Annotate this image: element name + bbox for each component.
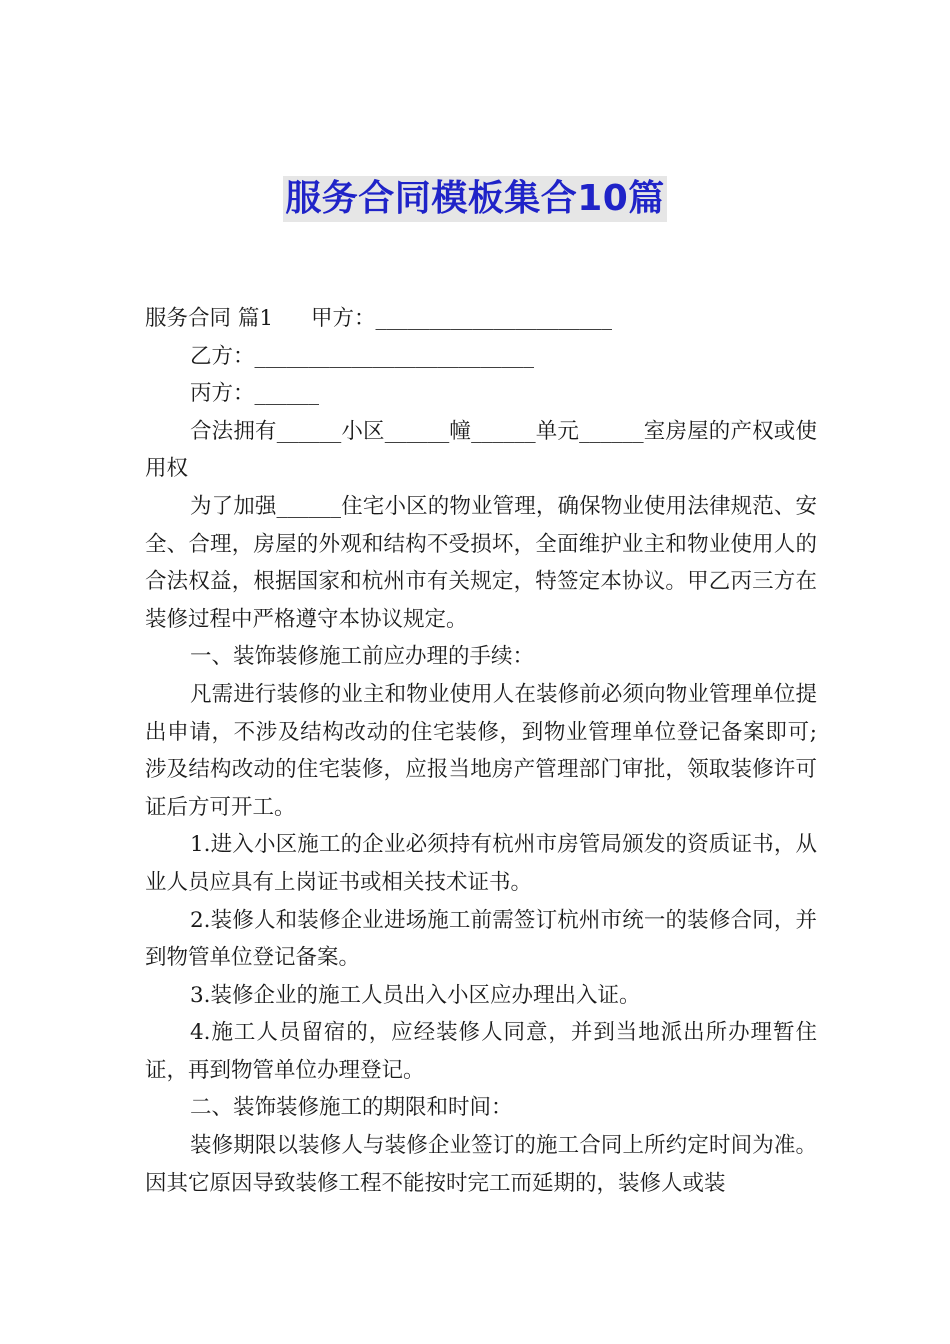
clause-3: 3.装修企业的施工人员出入小区应办理出入证。 <box>190 982 641 1008</box>
party-b-line: 乙方：__________________________ <box>190 343 535 369</box>
clause-1: 1.进入小区施工的企业必须持有杭州市房管局颁发的资质证书，从业人员应具有上岗证书或相关技术证书。 <box>145 832 817 895</box>
first-line <box>145 300 817 338</box>
document-title: 服务合同模板集合10篇 <box>283 176 667 222</box>
party-c-line: 丙方：______ <box>190 381 320 407</box>
clause-4: 4.施工人员留宿的，应经装修人同意，并到当地派出所办理暂住证，再到物管单位办理登记。 <box>145 1020 817 1083</box>
ownership-paragraph: 合法拥有______小区______幢______单元______室房屋的产权或使用权 <box>145 418 817 482</box>
section-label: 服务合同 篇1 <box>145 306 274 331</box>
document-body <box>145 300 817 1202</box>
title-container <box>0 176 950 222</box>
party-a-line: 甲方：______________________ <box>311 306 613 331</box>
purpose-paragraph: 为了加强______住宅小区的物业管理，确保物业使用法律规范、安全、合理，房屋的外观和结构不受损坏，全面维护业主和物业使用人的合法权益，根据国家和杭州市有关规定，特签定本协议。甲乙丙三方在装修过程中严格遵守本协议规定。 <box>145 493 817 632</box>
period-paragraph: 装修期限以装修人与装修企业签订的施工合同上所约定时间为准。因其它原因导致装修工程不能按时完工而延期的，装修人或装 <box>145 1133 817 1196</box>
section-heading-2: 二、装饰装修施工的期限和时间： <box>190 1095 513 1121</box>
clause-2: 2.装修人和装修企业进场施工前需签订杭州市统一的装修合同，并到物管单位登记备案。 <box>145 907 817 971</box>
section-heading-1: 一、装饰装修施工前应办理的手续： <box>190 644 535 670</box>
procedure-paragraph: 凡需进行装修的业主和物业使用人在装修前必须向物业管理单位提出申请，不涉及结构改动的住宅装修，到物业管理单位登记备案即可;涉及结构改动的住宅装修，应报当地房产管理部门审批，领取装修许可证后方可开工。 <box>145 681 817 820</box>
